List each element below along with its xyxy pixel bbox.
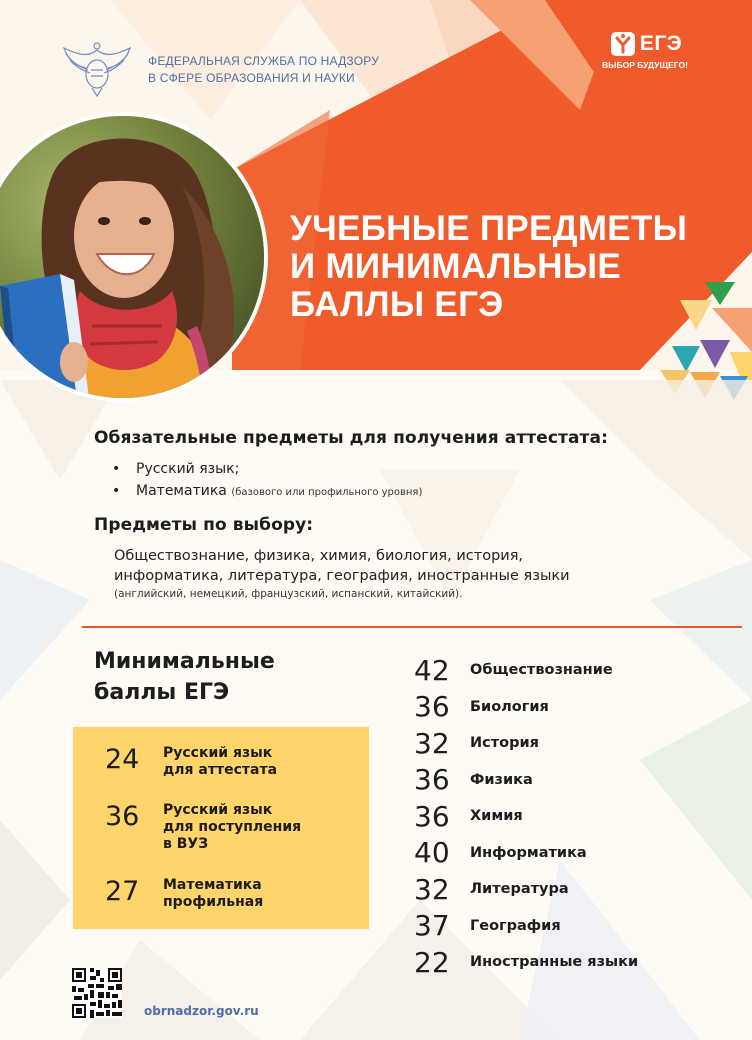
title-line2: И МИНИМАЛЬНЫЕ	[290, 247, 621, 286]
list-item	[112, 480, 422, 504]
score-value: 36	[414, 763, 450, 797]
score-label-line: для поступления	[163, 819, 302, 835]
score-value: 32	[414, 726, 450, 760]
title-line3: БАЛЛЫ ЕГЭ	[290, 285, 504, 324]
ege-tagline: ВЫБОР БУДУЩЕГО!	[602, 60, 688, 70]
ege-logo-icon	[608, 30, 638, 58]
title-line1: УЧЕБНЫЕ ПРЕДМЕТЫ	[290, 209, 688, 248]
list-item	[414, 652, 638, 689]
subject-scores-list	[414, 652, 638, 981]
score-value: 42	[414, 653, 450, 687]
score-label-line: Русский язык	[163, 802, 273, 818]
list-item	[414, 798, 638, 835]
agency-name-line1: ФЕДЕРАЛЬНАЯ СЛУЖБА ПО НАДЗОРУ	[148, 54, 380, 68]
section-divider	[82, 626, 742, 628]
score-value: 27	[105, 876, 140, 907]
score-label-line: в ВУЗ	[163, 836, 209, 852]
website-link[interactable]: obrnadzor.gov.ru	[144, 1004, 259, 1018]
subject-russian: Русский язык;	[136, 461, 240, 477]
score-value: 24	[105, 744, 140, 775]
min-scores-title	[94, 646, 275, 708]
subject-name: Физика	[470, 771, 533, 788]
highlighted-score-row	[105, 802, 301, 853]
subject-name: География	[470, 917, 561, 934]
list-item	[112, 458, 422, 480]
emblem-icon	[58, 40, 136, 100]
list-item	[414, 871, 638, 908]
score-label-line: Математика	[163, 877, 262, 893]
score-value: 37	[414, 909, 450, 943]
subject-name: Обществознание	[470, 662, 613, 679]
languages-note: (английский, немецкий, французский, испанский, китайский).	[114, 588, 463, 600]
score-value: 22	[414, 945, 450, 979]
score-value: 36	[105, 801, 140, 832]
mandatory-heading: Обязательные предметы для получения аттестата:	[94, 428, 608, 448]
electives-text	[114, 546, 570, 602]
qr-code-icon[interactable]	[72, 968, 122, 1018]
math-level-note: (базового или профильного уровня)	[231, 487, 423, 498]
ege-logo	[590, 30, 700, 70]
highlighted-scores-box	[73, 727, 369, 929]
mandatory-list	[112, 458, 422, 504]
list-item	[414, 835, 638, 872]
list-item	[414, 944, 638, 981]
electives-heading: Предметы по выбору:	[94, 515, 314, 535]
list-item	[414, 725, 638, 762]
ege-logo-text: ЕГЭ	[639, 32, 683, 55]
page-title	[290, 210, 687, 324]
subject-name: Информатика	[470, 844, 587, 861]
score-value: 40	[414, 836, 450, 870]
highlighted-score-row	[105, 877, 263, 911]
electives-line2: информатика, литература, география, иностранные языки	[114, 568, 570, 584]
score-label-line: Русский язык	[163, 745, 273, 761]
subject-name: Литература	[470, 881, 569, 898]
agency-header	[58, 40, 379, 100]
subject-name: Химия	[470, 808, 523, 825]
subject-name: Иностранные языки	[470, 954, 639, 971]
electives-line1: Обществознание, физика, химия, биология, история,	[114, 548, 524, 564]
list-item	[414, 762, 638, 799]
score-value: 36	[414, 799, 450, 833]
subject-math: Математика	[136, 483, 227, 499]
list-item	[414, 908, 638, 945]
min-scores-title-line1: Минимальные	[94, 649, 275, 674]
score-value: 36	[414, 690, 450, 724]
min-scores-title-line2: баллы ЕГЭ	[94, 680, 230, 705]
list-item	[414, 689, 638, 726]
agency-name-line2: В СФЕРЕ ОБРАЗОВАНИЯ И НАУКИ	[148, 71, 355, 85]
highlighted-score-row	[105, 745, 277, 779]
subject-name: Биология	[470, 698, 549, 715]
score-value: 32	[414, 872, 450, 906]
subject-name: История	[470, 735, 539, 752]
score-label-line: для аттестата	[163, 762, 278, 778]
score-label-line: профильная	[163, 894, 264, 910]
